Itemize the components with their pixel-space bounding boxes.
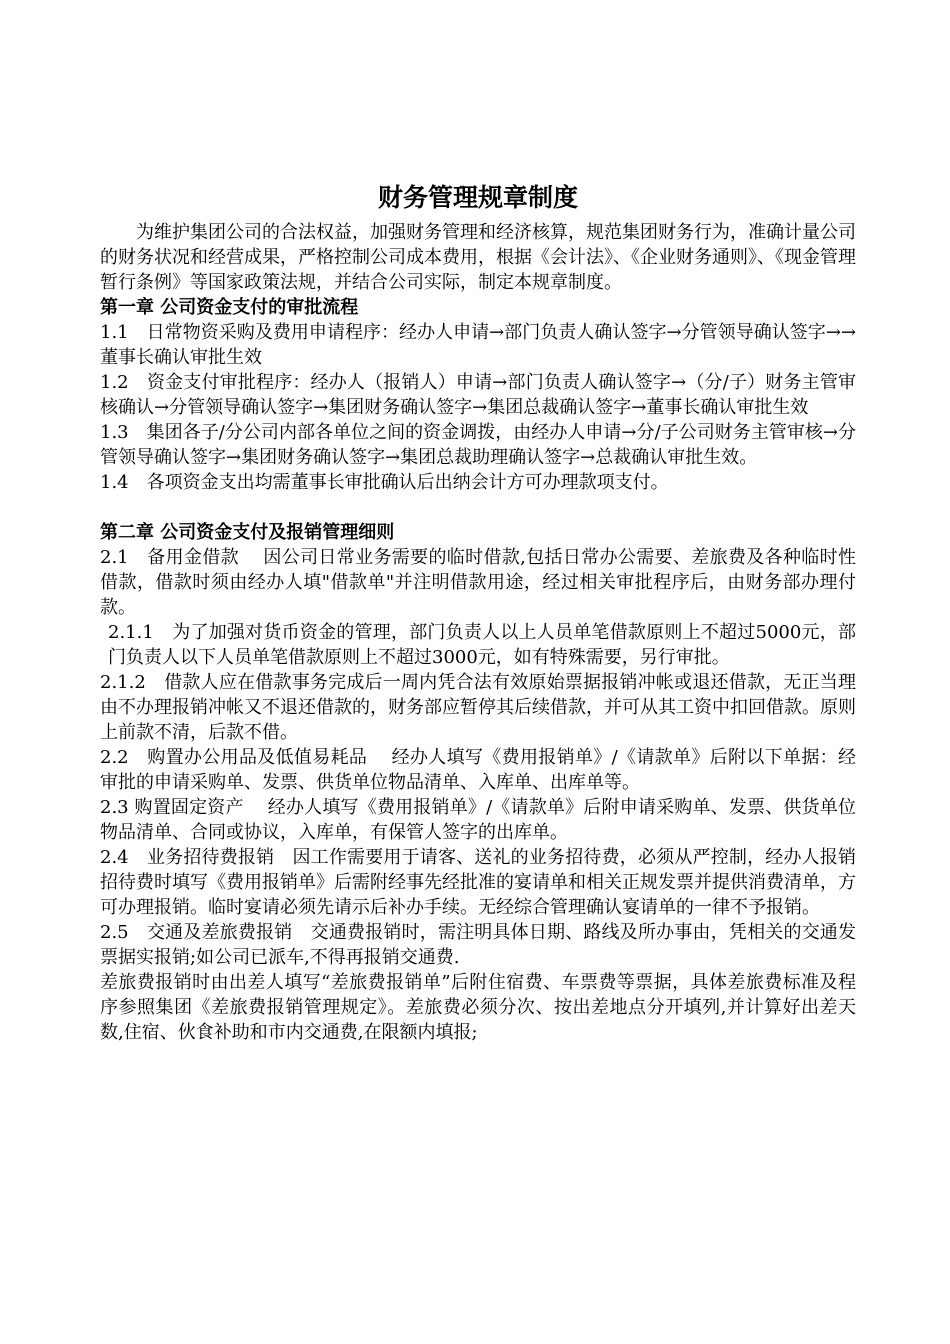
clause-1-4: 1.4 各项资金支出均需董事长审批确认后出纳会计方可办理款项支付。 [100, 472, 669, 493]
clause-1-3: 1.3 集团各子/分公司内部各单位之间的资金调拨，由经办人申请→分/子公司财务主管审核→分管领导确认签字→集团财务确认签字→集团总裁助理确认签字→总裁确认审批生效。 [100, 422, 856, 468]
chapter-1-heading: 第一章 公司资金支付的审批流程 [100, 297, 359, 318]
clause-2-3: 2.3 购置固定资产 经办人填写《费用报销单》/《请款单》后附申请采购单、发票、供货单位物品清单、合同或协议，入库单，有保管人签字的出库单。 [100, 797, 856, 843]
clause-2-1-1: 2.1.1 为了加强对货币资金的管理，部门负责人以上人员单笔借款原则上不超过5000元，部门负责人以下人员单笔借款原则上不超过3000元，如有特殊需要，另行审批。 [108, 622, 856, 668]
clause-1-2: 1.2 资金支付审批程序：经办人（报销人）申请→部门负责人确认签字→（分/子）财务主管审核确认→分管领导确认签字→集团财务确认签字→集团总裁确认签字→董事长确认审批生效 [100, 372, 856, 418]
clause-2-2: 2.2 购置办公用品及低值易耗品 经办人填写《费用报销单》/《请款单》后附以下单据：经审批的申请采购单、发票、供货单位物品清单、入库单、出库单等。 [100, 747, 856, 793]
chapter-2-heading: 第二章 公司资金支付及报销管理细则 [100, 522, 395, 543]
document-page [100, 178, 856, 1045]
clause-1-1: 1.1 日常物资采购及费用申请程序：经办人申请→部门负责人确认签字→分管领导确认签字→→董事长确认审批生效 [100, 322, 856, 368]
clause-2-1-2: 2.1.2 借款人应在借款事务完成后一周内凭合法有效原始票据报销冲帐或退还借款，无正当理由不办理报销冲帐又不退还借款的，财务部应暂停其后续借款，并可从其工资中扣回借款。原则上前款不清，后款不借。 [100, 672, 856, 743]
clause-2-4: 2.4 业务招待费报销 因工作需要用于请客、送礼的业务招待费，必须从严控制，经办人报销招待费时填写《费用报销单》后需附经事先经批准的宴请单和相关正规发票并提供消费清单，方可办理报销。临时宴请必须先请示后补办手续。无经综合管理确认宴请单的一律不予报销。 [100, 847, 856, 918]
clause-2-5-travel: 差旅费报销时由出差人填写“差旅费报销单”后附住宿费、车票费等票据，具体差旅费标准及程序参照集团《差旅费报销管理规定》。差旅费必须分次、按出差地点分开填列,并计算好出差天数,住宿、伙食补助和市内交通费,在限额内填报; [100, 972, 856, 1043]
section-spacer [100, 495, 856, 520]
clause-2-5: 2.5 交通及差旅费报销 交通费报销时，需注明具体日期、路线及所办事由，凭相关的交通发票据实报销;如公司已派车,不得再报销交通费. [100, 922, 856, 968]
intro-paragraph: 为维护集团公司的合法权益，加强财务管理和经济核算，规范集团财务行为，准确计量公司的财务状况和经营成果，严格控制公司成本费用，根据《会计法》、《企业财务通则》、《现金管理暂行条例》等国家政策法规，并结合公司实际，制定本规章制度。 [100, 222, 856, 293]
document-title: 财务管理规章制度 [377, 183, 578, 212]
clause-2-1: 2.1 备用金借款 因公司日常业务需要的临时借款,包括日常办公需要、差旅费及各种临时性借款，借款时须由经办人填"借款单"并注明借款用途，经过相关审批程序后，由财务部办理付款。 [100, 547, 856, 618]
